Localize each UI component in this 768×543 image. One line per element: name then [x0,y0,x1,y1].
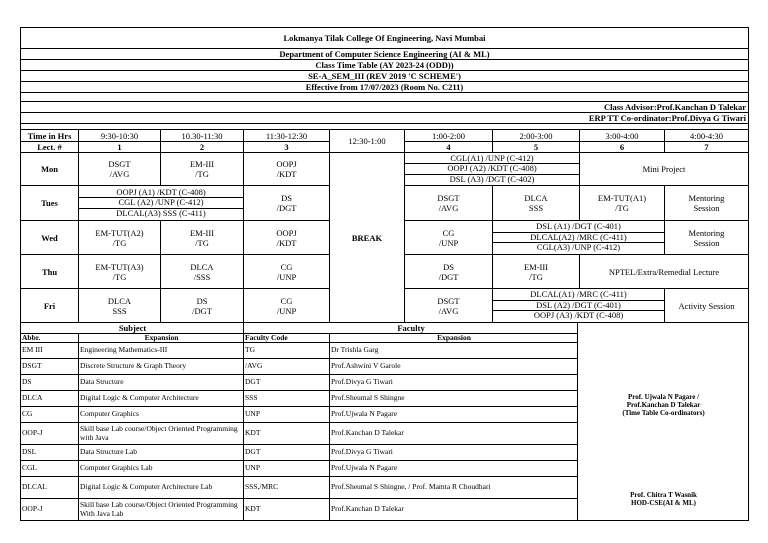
semester-line: SE-A_SEM_III (REV 2019 'C SCHEME') [21,71,749,82]
expansion: Data Structure Lab [79,445,244,461]
time-slot-break: 12:30-1:00 [330,130,405,153]
expansion: Data Structure [79,375,244,391]
faculty-name: Prof.Sheumal S Shingne [330,391,578,407]
day-thu: Thu [21,255,79,289]
lab-batch: OOPJ (A1) /KDT (C-408) [79,188,243,198]
abbr: DS [21,375,79,391]
class-cell: EM-TUT(A2) /TG [79,221,161,255]
lect-num: 5 [493,142,580,153]
class-cell: EM-III /TG [493,255,580,289]
lect-num: 3 [244,142,330,153]
lab-batch: OOPJ (A3) /KDT (C-408) [533,310,624,321]
erp-coordinator: ERP TT Co-ordinator:Prof.Divya G Tiwari [21,113,749,124]
lab-batch: CGL (A2) /UNP (C-412) [79,198,243,209]
faculty-heading: Faculty [244,323,578,333]
expansion: Discrete Structure & Graph Theory [79,359,244,375]
class-cell: EM-III /TG [161,153,244,186]
class-cell: Activity Session [665,289,749,323]
faculty-name: Prof.Kanchan D Talekar [330,423,578,445]
lab-batch: OOPJ (A2) /KDT (C-408) [405,164,579,175]
faculty-code: KDT [244,499,330,521]
abbr: DSL [21,445,79,461]
faculty-name: Prof.Ashwini V Garole [330,359,578,375]
abbr: DLCAL [21,477,79,499]
time-slot: 9:30-10:30 [79,130,161,142]
expansion: Skill base Lab course/Object Oriented Programming With Java Lab [79,499,244,521]
class-cell: CG /UNP [244,289,330,323]
time-slot: 1:00-2:00 [405,130,493,142]
faculty-code: TG [244,343,330,359]
faculty-code: SSS,/MRC [244,477,330,499]
time-slot: 2:00-3:00 [493,130,580,142]
class-cell: CG /UNP [244,255,330,289]
timetable-sheet [20,27,748,521]
signature-block [578,323,749,521]
day-mon: Mon [21,153,79,186]
timetable [20,27,749,323]
faculty-name: Prof.Divya G Tiwari [330,445,578,461]
class-cell: DLCA SSS [79,289,161,323]
signature-hod: Prof. Chitra T Wasnik HOD-CSE(AI & ML) [630,490,697,507]
faculty-code: /AVG [244,359,330,375]
timetable-line: Class Time Table (AY 2023-24 (ODD)) [21,60,749,71]
class-cell: DS /DGT [161,289,244,323]
abbr: OOP-J [21,499,79,521]
lab-batches [405,153,580,186]
time-slot: 10.30-11:30 [161,130,244,142]
lab-batch: DSL (A3) /DGT (C-402) [449,174,535,184]
lab-batches [493,221,665,255]
day-wed: Wed [21,221,79,255]
abbr: CG [21,407,79,423]
abbr: DLCA [21,391,79,407]
class-cell: OOPJ /KDT [244,153,330,186]
abbr: OOP-J [21,423,79,445]
lab-batch: DLCAL(A1) /MRC (C-411) [493,290,664,300]
faculty-code: UNP [244,461,330,477]
effective-line: Effective from 17/07/2023 (Room No. C211) [21,82,749,93]
abbr: DSGT [21,359,79,375]
department-line: Department of Computer Science Engineering (AI & ML) [21,49,749,60]
class-cell: OOPJ /KDT [244,221,330,255]
expansion: Digital Logic & Computer Architecture [79,391,244,407]
time-label: Time in Hrs [21,130,79,142]
class-cell: Mentoring Session [665,186,749,221]
lab-batches [493,289,665,323]
expansion: Computer Graphics Lab [79,461,244,477]
col-abbr: Abbr. [21,333,79,343]
faculty-code: SSS [244,391,330,407]
class-cell: Mentoring Session [665,221,749,255]
blank-row [21,93,749,102]
class-cell: DLCA /SSS [161,255,244,289]
lect-num: 1 [79,142,161,153]
abbr: EM III [21,343,79,359]
class-cell: EM-III /TG [161,221,244,255]
class-cell: CG /UNP [405,221,493,255]
break-cell: BREAK [330,153,405,323]
lect-label: Lect. # [21,142,79,153]
signature-coordinators: Prof. Ujwala N Pagare / Prof.Kanchan D Talekar (Time Table Co-ordinators) [622,392,705,417]
subject-heading: Subject [21,323,244,333]
class-cell: DLCA SSS [493,186,580,221]
mini-project: Mini Project [580,153,749,186]
faculty-name: Dr Trishla Garg [330,343,578,359]
lect-num: 2 [161,142,244,153]
faculty-code: KDT [244,423,330,445]
col-expansion: Expansion [79,333,244,343]
lab-batches [79,186,244,221]
time-slot: 4:00-4:30 [665,130,749,142]
expansion: Skill base Lab course/Object Oriented Programming with Java [79,423,244,445]
lab-batch: DLCAL(A2) /MRC (C-411) [493,232,664,243]
expansion: Digital Logic & Computer Architecture Lab [79,477,244,499]
faculty-code: DGT [244,445,330,461]
time-slot: 11:30-12:30 [244,130,330,142]
college-title: Lokmanya Tilak College Of Engineering, Navi Mumbai [21,28,749,49]
lect-num: 6 [580,142,665,153]
faculty-code: UNP [244,407,330,423]
class-advisor: Class Advisor:Prof.Kanchan D Talekar [21,102,749,113]
nptel-cell: NPTEL/Extra/Remedial Lecture [580,255,749,289]
faculty-name: Prof.Kanchan D Talekar [330,499,578,521]
lect-num: 7 [665,142,749,153]
abbr: CGL [21,461,79,477]
class-cell: DSGT /AVG [405,186,493,221]
col-faculty-expansion: Expansion [330,333,578,343]
expansion: Computer Graphics [79,407,244,423]
day-tue: Tues [21,186,79,221]
faculty-name: Prof.Ujwala N Pagare [330,461,578,477]
faculty-code: DGT [244,375,330,391]
time-slot: 3:00-4:00 [580,130,665,142]
lab-batch: CGL(A3) /UNP (C-412) [536,242,621,253]
faculty-name: Prof.Divya G Tiwari [330,375,578,391]
class-cell: DSGT /AVG [79,153,161,186]
lab-batch: DSL (A1) /DGT (C-401) [493,222,664,232]
class-cell: DSGT /AVG [405,289,493,323]
lab-batch: DLCAL(A3) SSS (C-411) [116,208,206,218]
lab-batch: CGL(A1) /UNP (C-412) [405,154,579,164]
faculty-name: Prof.Ujwala N Pagare [330,407,578,423]
day-fri: Fri [21,289,79,323]
class-cell: DS /DGT [244,186,330,221]
class-cell: EM-TUT(A1) /TG [580,186,665,221]
class-cell: DS /DGT [405,255,493,289]
faculty-name: Prof.Sheumal S Shingne, / Prof. Mamta R Choudhari [330,477,578,499]
lect-num: 4 [405,142,493,153]
legend-table [20,323,749,521]
expansion: Engineering Mathematics-III [79,343,244,359]
col-faculty-code: Faculty Code [244,333,330,343]
lab-batch: DSL (A2) /DGT (C-401) [493,300,664,311]
class-cell: EM-TUT(A3) /TG [79,255,161,289]
